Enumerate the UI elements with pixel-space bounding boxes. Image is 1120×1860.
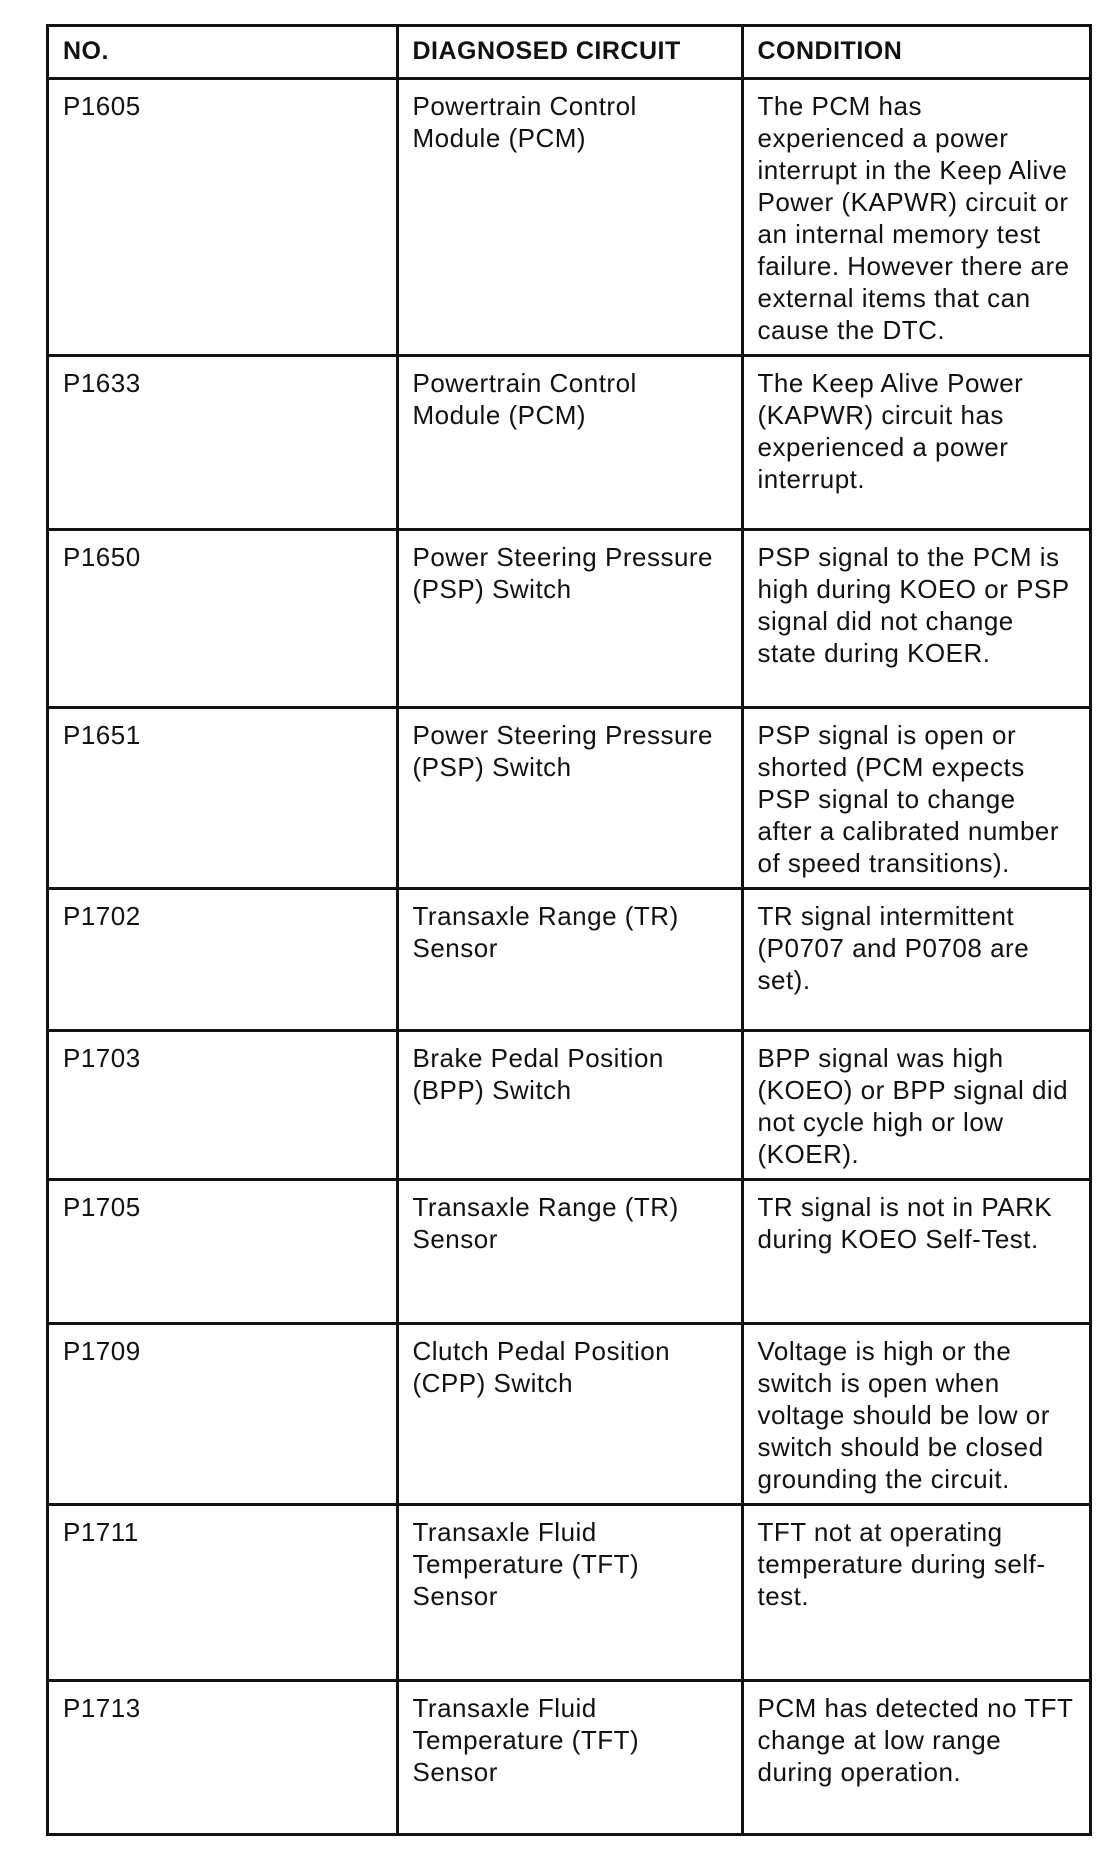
table-row xyxy=(49,1180,1089,1324)
cell-circuit: Powertrain Control Module (PCM) xyxy=(397,79,742,356)
cell-condition: TR signal intermittent (P0707 and P0708 are set). xyxy=(742,889,1089,1031)
cell-condition: PSP signal is open or shorted (PCM expects PSP signal to change after a calibrated number of speed transitions). xyxy=(742,708,1089,889)
cell-no: P1605 xyxy=(49,79,397,356)
cell-no: P1705 xyxy=(49,1180,397,1324)
cell-no: P1702 xyxy=(49,889,397,1031)
cell-circuit: Transaxle Range (TR) Sensor xyxy=(397,1180,742,1324)
cell-condition: PCM has detected no TFT change at low range during operation. xyxy=(742,1681,1089,1834)
table-row xyxy=(49,1681,1089,1834)
table-header-row xyxy=(49,27,1089,79)
cell-circuit: Brake Pedal Position (BPP) Switch xyxy=(397,1031,742,1180)
cell-no: P1713 xyxy=(49,1681,397,1834)
header-condition: CONDITION xyxy=(742,27,1089,79)
table-row xyxy=(49,79,1089,356)
cell-circuit: Power Steering Pressure (PSP) Switch xyxy=(397,708,742,889)
cell-condition: PSP signal to the PCM is high during KOEO or PSP signal did not change state during KOER. xyxy=(742,530,1089,708)
cell-circuit: Clutch Pedal Position (CPP) Switch xyxy=(397,1324,742,1505)
table-row xyxy=(49,1505,1089,1681)
cell-circuit: Transaxle Range (TR) Sensor xyxy=(397,889,742,1031)
cell-no: P1633 xyxy=(49,356,397,530)
table-row xyxy=(49,889,1089,1031)
cell-condition: The PCM has experienced a power interrupt in the Keep Alive Power (KAPWR) circuit or an internal memory test failure. However there are external items that can cause the DTC. xyxy=(742,79,1089,356)
cell-condition: The Keep Alive Power (KAPWR) circuit has experienced a power interrupt. xyxy=(742,356,1089,530)
dtc-table-frame xyxy=(46,24,1092,1836)
cell-no: P1651 xyxy=(49,708,397,889)
cell-condition: TFT not at operating temperature during self-test. xyxy=(742,1505,1089,1681)
table-row xyxy=(49,708,1089,889)
cell-no: P1709 xyxy=(49,1324,397,1505)
cell-no: P1711 xyxy=(49,1505,397,1681)
table-row xyxy=(49,1324,1089,1505)
cell-condition: TR signal is not in PARK during KOEO Self-Test. xyxy=(742,1180,1089,1324)
cell-no: P1703 xyxy=(49,1031,397,1180)
cell-circuit: Powertrain Control Module (PCM) xyxy=(397,356,742,530)
cell-circuit: Transaxle Fluid Temperature (TFT) Sensor xyxy=(397,1505,742,1681)
table-row xyxy=(49,356,1089,530)
header-diagnosed-circuit: DIAGNOSED CIRCUIT xyxy=(397,27,742,79)
table-row xyxy=(49,530,1089,708)
header-no: NO. xyxy=(49,27,397,79)
dtc-table xyxy=(49,27,1089,1833)
cell-no: P1650 xyxy=(49,530,397,708)
table-row xyxy=(49,1031,1089,1180)
cell-circuit: Transaxle Fluid Temperature (TFT) Sensor xyxy=(397,1681,742,1834)
cell-condition: BPP signal was high (KOEO) or BPP signal did not cycle high or low (KOER). xyxy=(742,1031,1089,1180)
cell-circuit: Power Steering Pressure (PSP) Switch xyxy=(397,530,742,708)
cell-condition: Voltage is high or the switch is open when voltage should be low or switch should be closed grounding the circuit. xyxy=(742,1324,1089,1505)
